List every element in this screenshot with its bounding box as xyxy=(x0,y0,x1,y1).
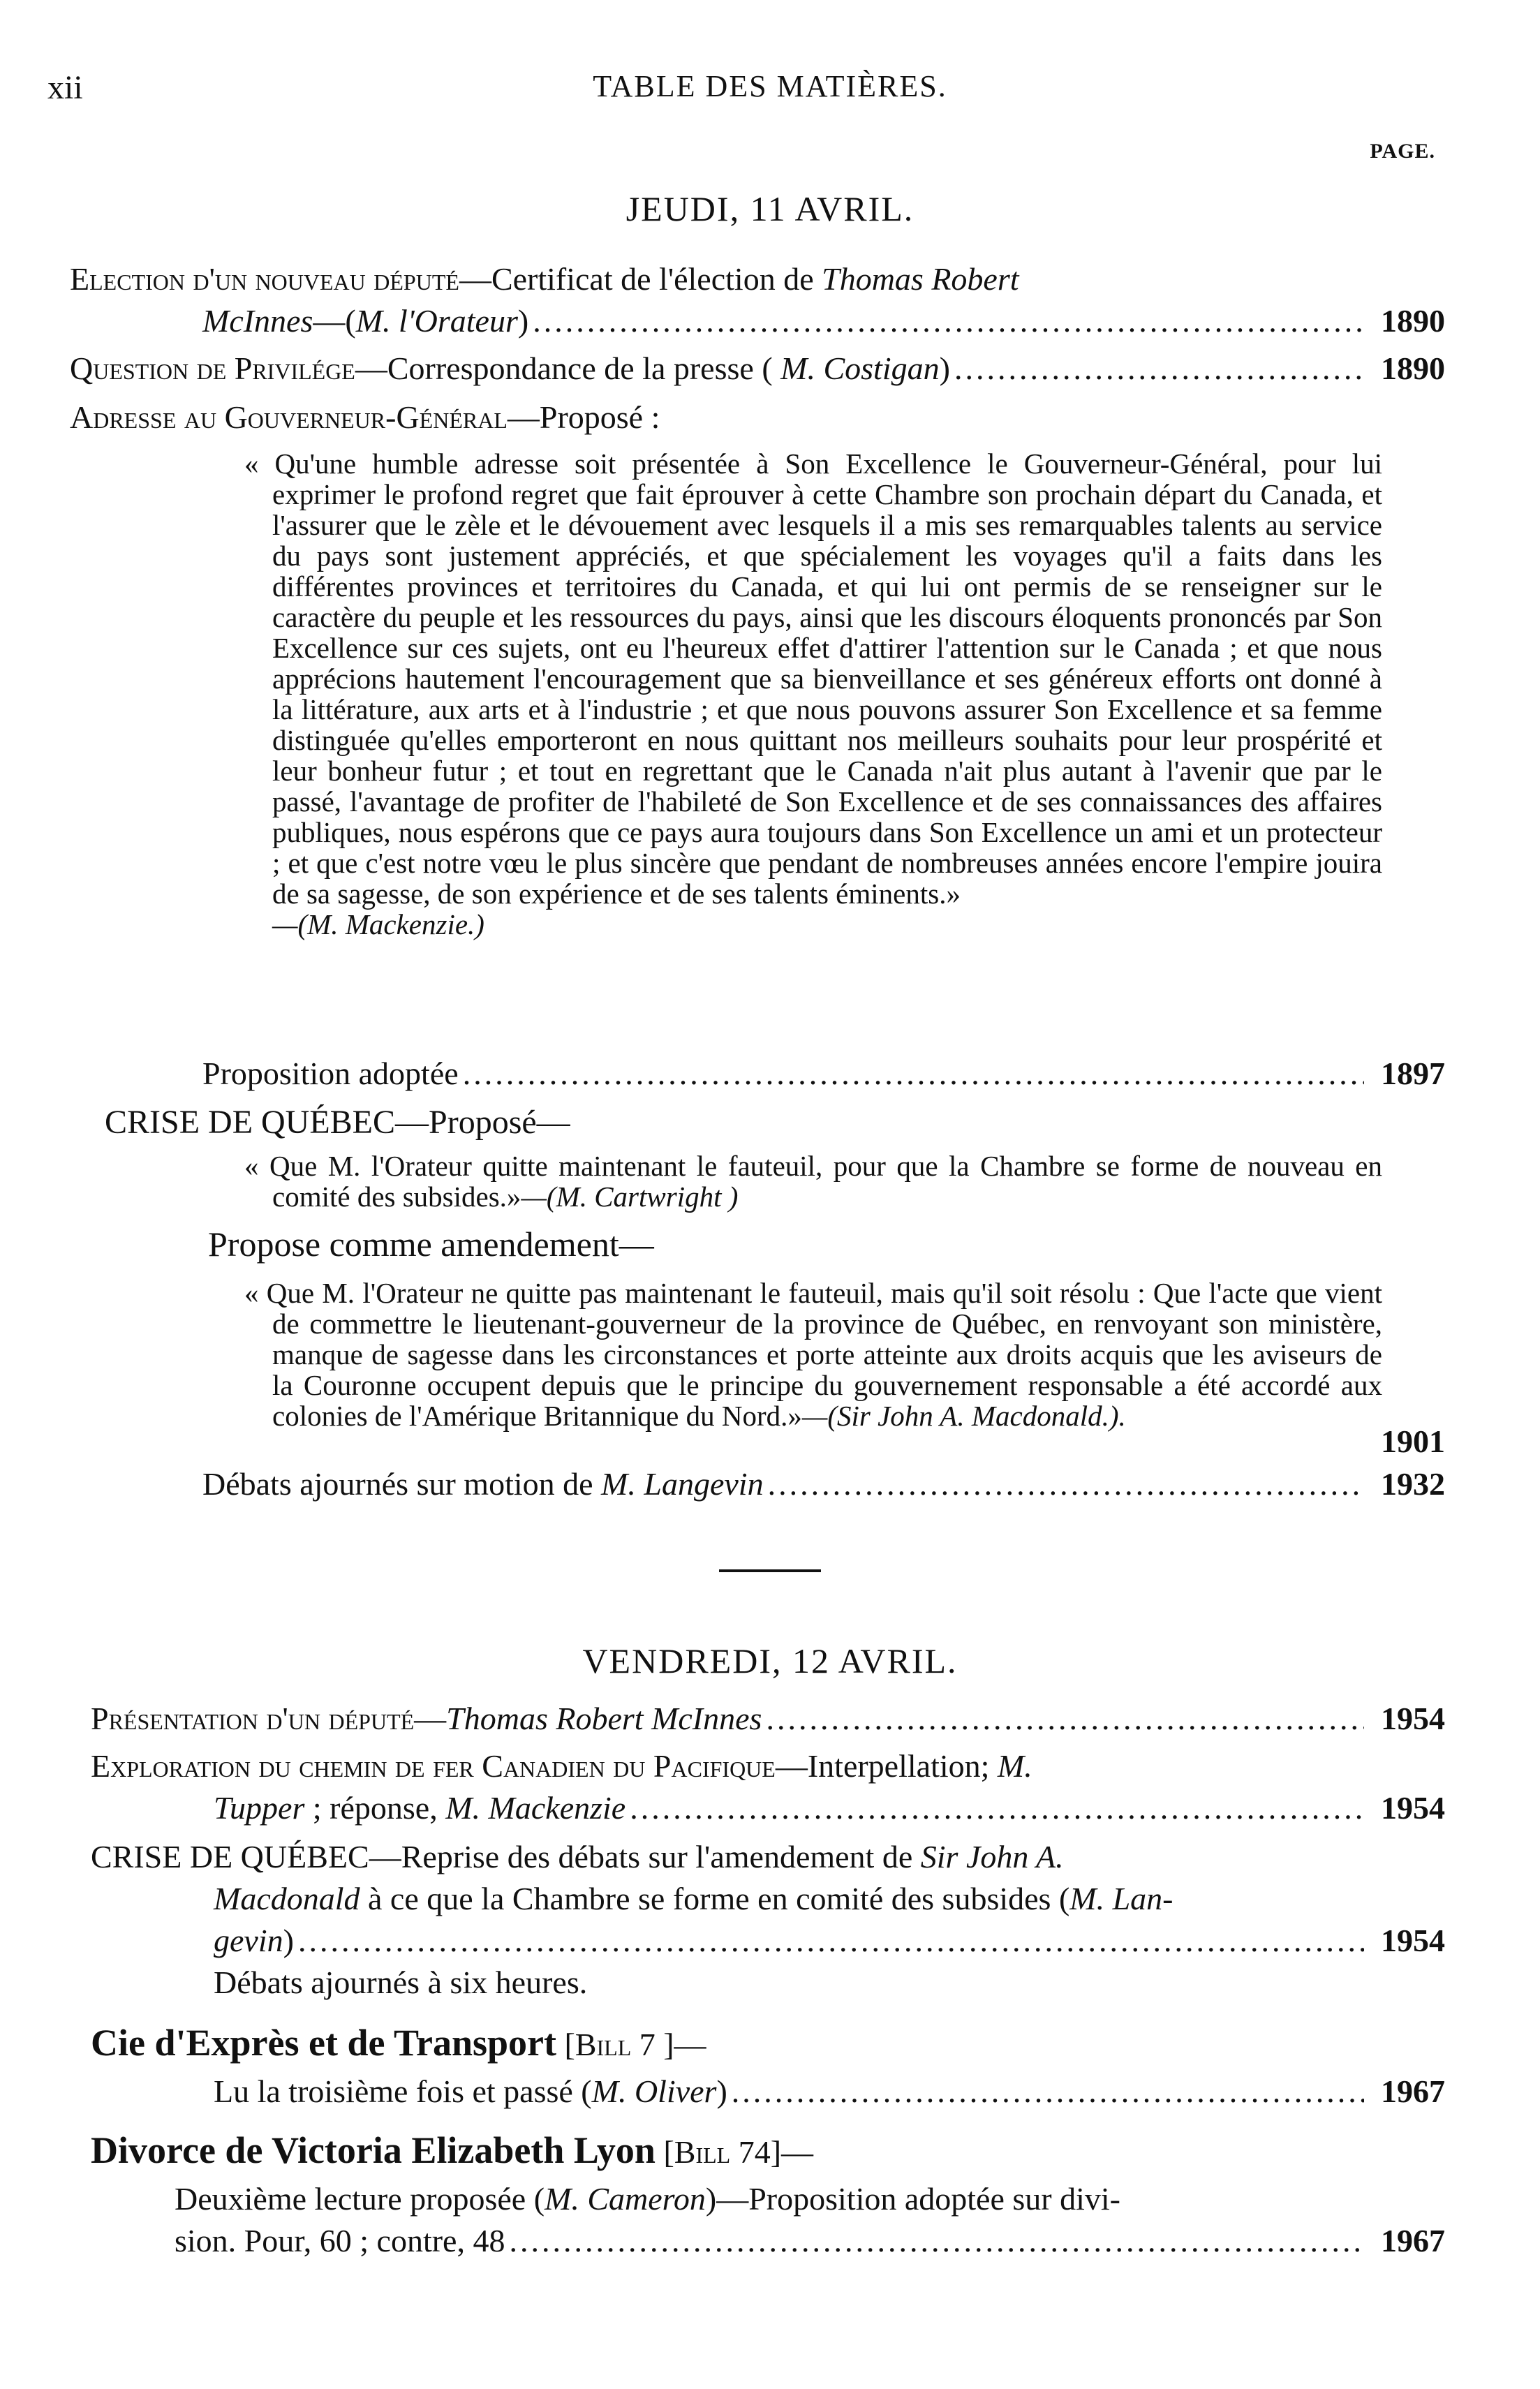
entry-lead: CRISE DE QUÉBEC xyxy=(91,1839,369,1874)
page-ref: 1890 xyxy=(1381,303,1445,339)
mover-name: M. xyxy=(997,1748,1032,1784)
entry-text: sion. Pour, 60 ; contre, 48 xyxy=(175,2223,505,2258)
entry-bill-74 xyxy=(91,2129,1445,2262)
entry-lead: Exploration du chemin de fer Canadien du Pacifique xyxy=(91,1748,776,1784)
leader-dots xyxy=(463,1053,1364,1095)
entry-lead: Adresse au Gouverneur-Général xyxy=(70,399,508,435)
leader-dots xyxy=(298,1920,1364,1962)
page-ref: 1967 xyxy=(1381,2073,1445,2109)
quote-text: « Qu'une humble adresse soit présentée à Son Excellence le Gouverneur-Général, pour lui exprimer le profond regret que fait éprouver à cette Chambre son prochain départ du Canada, et l'assurer que le zèle et le dévouement avec lesquels il a mis ses remarquables talents au service du pays sont justement appréciés, et que spécialement les voyages qu'il a faits dans les différentes provinces et territoires du Canada, et qui lui ont permis de se renseigner sur le caractère du peuple et les ressources du pays, ainsi que les discours éloquents prononcés par Son Excellence sur ces sujets, ont eu l'heureux effet d'attirer l'attention sur le Canada ; et que nous apprécions hautement l'encouragement que sa bienveillance et ses généreux efforts ont donné à la littérature, aux arts et à l'industrie ; et que nous pouvons assurer Son Excellence et sa femme distinguée qu'elles emporteront en nous quittant nos meilleurs souhaits pour leur prospérité et leur bonheur futur ; et tout en regrettant que le Canada n'ait plus autant à l'avenir que par le passé, l'avantage de profiter de l'habileté de Son Excellence et de ses connaissances des affaires publiques, nous espérons que ce pays aura toujours dans Son Excellence un ami et un protecteur ; et que c'est notre vœu le plus sincère que pendant de nombreuses années encore l'empire jouira de sa sagesse, de son expérience et de ses talents éminents.» xyxy=(244,448,1382,910)
member-name: Thomas Robert McInnes xyxy=(446,1701,762,1736)
leader-dots xyxy=(768,1463,1364,1505)
quote-mover: —(M. Cartwright ) xyxy=(521,1181,739,1213)
running-title: TABLE DES MATIÈRES. xyxy=(593,69,947,103)
amendment-label: Propose comme amendement— xyxy=(208,1225,654,1264)
entry-text: ) xyxy=(939,350,950,386)
mover-name: M. l'Orateur xyxy=(355,303,518,339)
entry-text: )—Proposition adoptée sur divi- xyxy=(705,2181,1120,2217)
leader-dots xyxy=(509,2220,1364,2262)
bill-title: Cie d'Exprès et de Transport xyxy=(91,2022,556,2064)
mover-name: gevin xyxy=(214,1923,283,1958)
entry-bill-7 xyxy=(91,2022,1445,2113)
entry-text: ) xyxy=(283,1923,294,1958)
entry-text: ) xyxy=(517,303,529,339)
entry-debats-ajournes xyxy=(202,1463,1445,1505)
entry-text: Deuxième lecture proposée ( xyxy=(175,2181,545,2217)
leader-dots xyxy=(732,2071,1364,2113)
mover-name: Tupper xyxy=(214,1790,305,1826)
entry-text: —Certificat de l'élection de xyxy=(459,261,822,297)
page-ref: 1932 xyxy=(1381,1466,1445,1502)
member-name: Sir John A. xyxy=(920,1839,1064,1874)
quote-mover: —(M. Mackenzie.) xyxy=(272,908,484,940)
bill-title: Divorce de Victoria Elizabeth Lyon xyxy=(91,2129,656,2171)
mover-name: M. Langevin xyxy=(601,1466,764,1502)
page-number: xii xyxy=(47,69,83,106)
entry-text: —Reprise des débats sur l'amendement de xyxy=(369,1839,921,1874)
entry-text: —Proposé— xyxy=(395,1104,570,1141)
entry-lead: CRISE DE QUÉBEC xyxy=(105,1104,396,1141)
mover-name: M. Mackenzie xyxy=(445,1790,626,1826)
leader-dots xyxy=(954,348,1364,390)
member-name: Macdonald xyxy=(214,1881,360,1916)
entry-text: —Correspondance de la presse ( xyxy=(355,350,781,386)
page-ref: 1954 xyxy=(1381,1790,1445,1826)
bill-number: [Bill 74]— xyxy=(655,2134,814,2170)
page-ref: 1897 xyxy=(1381,1056,1445,1091)
page-ref: 1901 xyxy=(1381,1423,1445,1459)
section-divider xyxy=(719,1569,821,1572)
leader-dots xyxy=(630,1787,1364,1829)
entry-text: Lu la troisième fois et passé ( xyxy=(214,2073,592,2109)
entry-lead: Election d'un nouveau député xyxy=(70,261,459,297)
amendment-quote xyxy=(244,1277,1382,1459)
member-name: McInnes xyxy=(202,303,313,339)
page-ref: 1954 xyxy=(1381,1923,1445,1958)
quote-text: « Que M. l'Orateur ne quitte pas maintenant le fauteuil, mais qu'il soit résolu : Que l'acte que vient de commettre le lieutenant-gouverneur de la province de Québec, en renvoyant son ministère, manque de sagesse dans les circonstances et porte atteinte aux droits acquis que les aviseurs de la Couronne occupent depuis que le principe du gouvernement responsable a été accordé aux colonies de l'Amérique Britannique du Nord.» xyxy=(244,1277,1382,1432)
day-heading-vendredi: VENDREDI, 12 AVRIL. xyxy=(582,1641,958,1680)
motion-quote xyxy=(244,1150,1382,1220)
entry-text: ; réponse, xyxy=(304,1790,446,1826)
entry-election xyxy=(70,258,1445,342)
entry-text: —Proposé : xyxy=(507,399,660,435)
page-ref: 1890 xyxy=(1381,350,1445,386)
entry-text: Débats ajournés sur motion de xyxy=(202,1466,602,1502)
page-column-label: PAGE. xyxy=(1370,140,1435,163)
entry-text: Débats ajournés à six heures. xyxy=(214,1965,588,2000)
entry-presentation xyxy=(91,1698,1445,1740)
entry-text: à ce que la Chambre se forme en comité des subsides ( xyxy=(360,1881,1070,1916)
entry-text: — xyxy=(414,1701,447,1736)
mover-name: M. Costigan xyxy=(780,350,940,386)
entry-text: ) xyxy=(716,2073,727,2109)
entry-text: —( xyxy=(313,303,356,339)
entry-crise-quebec xyxy=(105,1102,1445,1144)
entry-proposition-adoptee xyxy=(202,1053,1445,1095)
bill-number: [Bill 7 ]— xyxy=(556,2027,706,2062)
entry-question-privilege xyxy=(70,348,1445,390)
leader-dots xyxy=(766,1698,1364,1740)
entry-lead: Présentation d'un député xyxy=(91,1701,415,1736)
entry-crise-quebec-2 xyxy=(91,1836,1445,2004)
page-ref: 1967 xyxy=(1381,2223,1445,2258)
quote-text: « Que M. l'Orateur quitte maintenant le fauteuil, pour que la Chambre se forme de nouveau en comité des subsides.» xyxy=(244,1150,1382,1213)
quote-mover: —(Sir John A. Macdonald.). xyxy=(801,1400,1126,1432)
leader-dots xyxy=(533,300,1364,342)
mover-name: M. Cameron xyxy=(545,2181,706,2217)
entry-text: Proposition adoptée xyxy=(202,1056,459,1091)
page-ref: 1954 xyxy=(1381,1701,1445,1736)
member-name: Thomas Robert xyxy=(822,261,1019,297)
entry-exploration xyxy=(91,1745,1445,1829)
day-heading-jeudi: JEUDI, 11 AVRIL. xyxy=(625,189,915,228)
mover-name: M. Lan- xyxy=(1069,1881,1173,1916)
entry-adresse xyxy=(70,397,1445,438)
mover-name: M. Oliver xyxy=(591,2073,717,2109)
entry-lead: Question de Privilége xyxy=(70,350,355,386)
entry-text: —Interpellation; xyxy=(775,1748,998,1784)
address-quote xyxy=(244,448,1382,1063)
